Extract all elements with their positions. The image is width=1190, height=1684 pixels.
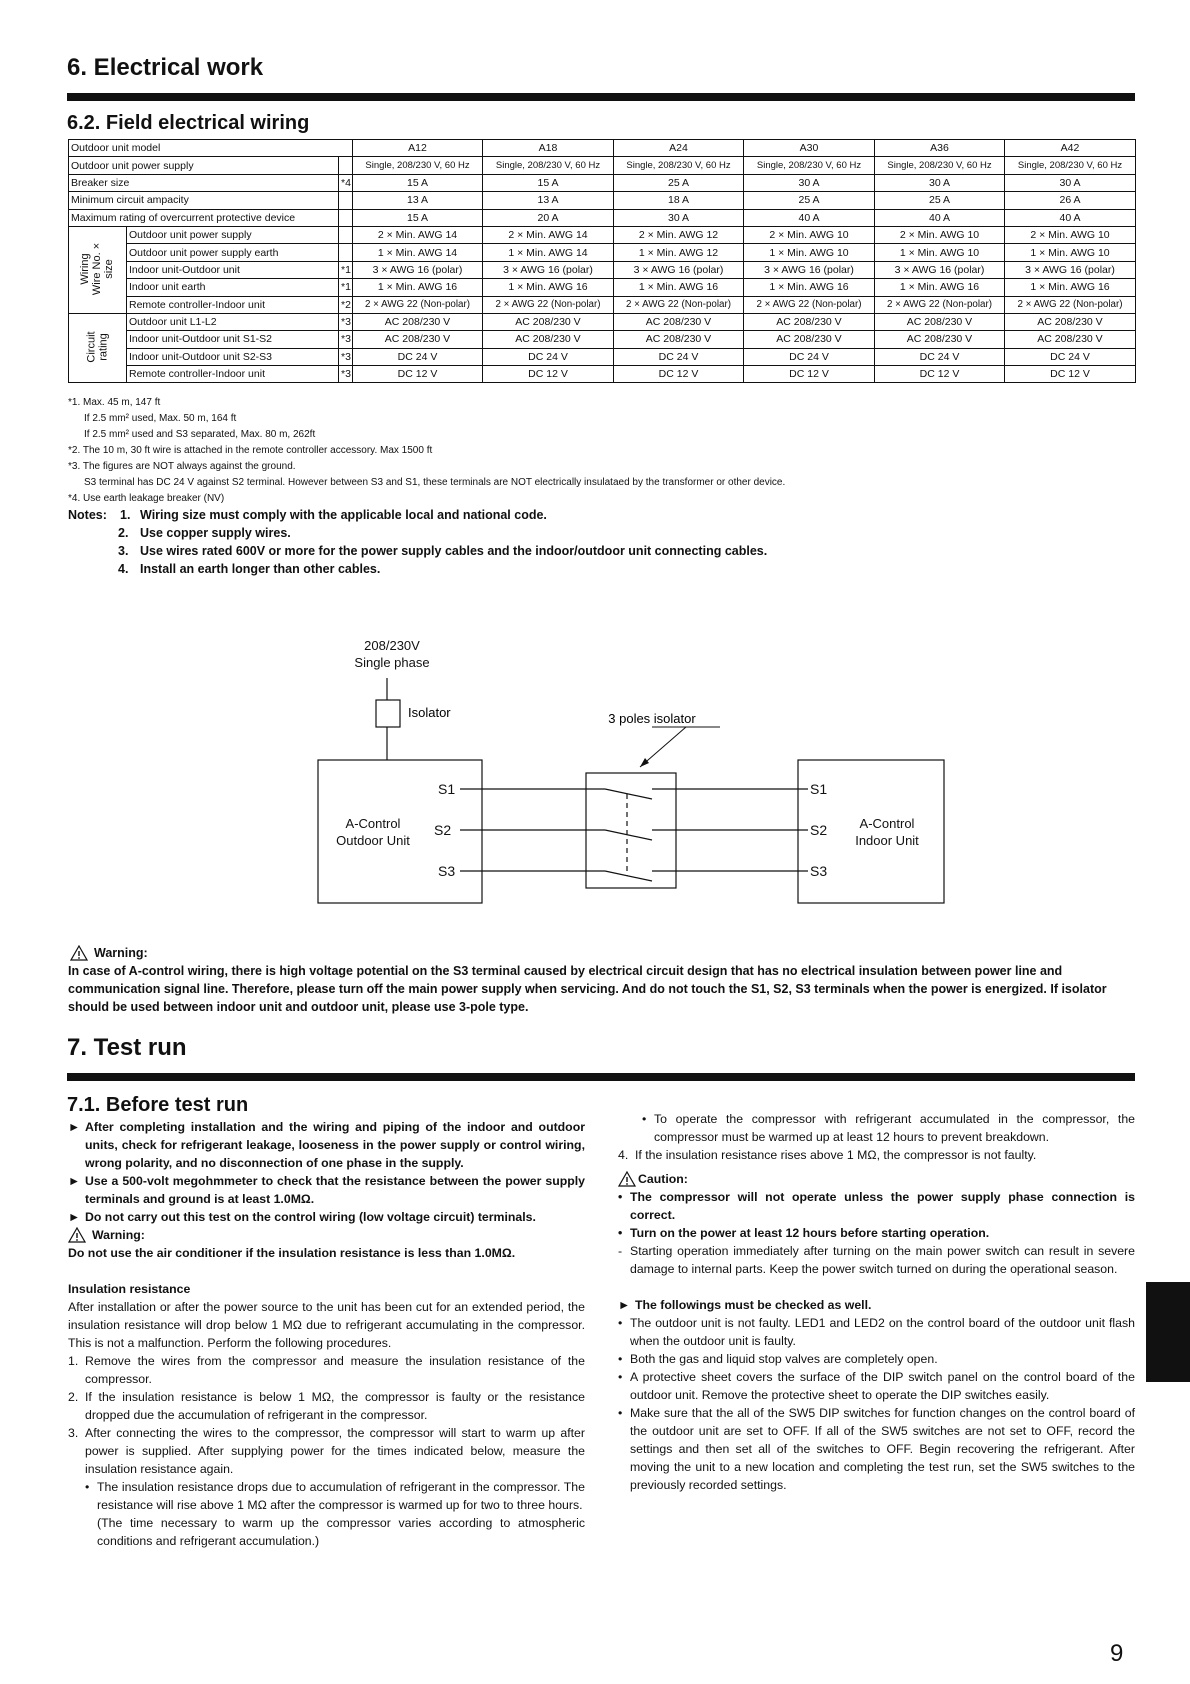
table-cell: 25 A [875,192,1005,209]
caution-item [618,1224,1135,1242]
row-label: Breaker size [69,174,339,191]
table-cell: 30 A [1005,174,1136,191]
arrow-icon: ► [68,1210,81,1224]
warning-title: Warning: [94,946,148,960]
footnote: *2. The 10 m, 30 ft wire is attached in the remote controller accessory. Max 1500 ft [68,445,433,456]
table-cell: Single, 208/230 V, 60 Hz [744,157,875,174]
table-cell: 1 × Min. AWG 14 [353,244,483,261]
row-label: Outdoor unit model [69,140,353,157]
table-cell: DC 24 V [353,348,483,365]
table-cell: 13 A [483,192,614,209]
table-row [69,331,1136,348]
check-item [68,1172,585,1208]
warning-icon [68,1227,86,1243]
outdoor-terminal-s2: S2 [434,822,452,838]
step-text: Remove the wires from the compressor and measure the insulation resistance of the compressor. [85,1354,585,1386]
table-row [69,296,1136,313]
arrow-icon: ► [68,1174,81,1188]
model-header: A42 [1005,140,1136,157]
table-row [69,366,1136,383]
table-cell: 2 × AWG 22 (Non-polar) [353,296,483,313]
table-cell: 30 A [875,174,1005,191]
table-row [69,174,1136,191]
table-cell: DC 24 V [614,348,744,365]
warning-text: In case of A-control wiring, there is high voltage potential on the S3 terminal caused by electrical circuit design that has no electrical insulation between power line and communication signal line. Therefore, please turn off the main power supply when servicing. And do not touch the S1, S2, S3 terminals when the power is energized. If isolator should be used between indoor unit and outdoor unit, please use 3-pole type. [68,964,1107,1014]
wiring-diagram [300,630,960,915]
outdoor-unit-box [318,760,482,903]
row-label: Indoor unit-Outdoor unit [127,261,339,278]
note-text: Wiring size must comply with the applicable local and national code. [140,508,547,522]
step-item [618,1146,1135,1164]
arrow-icon: ► [68,1120,81,1134]
section-6-title: 6. Electrical work [67,54,264,81]
indoor-terminal-s1: S1 [810,781,828,797]
table-cell: AC 208/230 V [875,331,1005,348]
row-mark [339,226,353,243]
check-item [618,1314,1135,1350]
check-text: Make sure that the all of the SW5 DIP switches for function changes on the control board of the outdoor unit are set to OFF. If all of the SW5 switches are not set to OFF, record the settings and then set all of the switches to OFF. Begin recovering the refrigerant. After moving the unit to a new location and completing the test run, set the SW5 switches to the previously recorded settings. [630,1406,1135,1492]
caution-item [618,1188,1135,1224]
table-cell: 3 × AWG 16 (polar) [483,261,614,278]
row-mark [339,244,353,261]
step-text: If the insulation resistance rises above 1 MΩ, the compressor is not faulty. [635,1148,1037,1162]
check-item [618,1350,1135,1368]
table-cell: DC 12 V [483,366,614,383]
bullet-icon: • [618,1370,623,1384]
table-cell: 1 × Min. AWG 10 [744,244,875,261]
row-mark: *3 [339,366,353,383]
bullet-icon: • [618,1226,623,1240]
row-label: Outdoor unit power supply [69,157,339,174]
row-mark [339,157,353,174]
table-cell: AC 208/230 V [614,331,744,348]
outdoor-unit-label: Outdoor Unit [336,833,410,848]
section-7-title: 7. Test run [67,1034,187,1061]
note-number: 2. [118,526,129,540]
table-cell: 3 × AWG 16 (polar) [614,261,744,278]
note-text: Use copper supply wires. [140,526,291,540]
step-item [68,1424,585,1478]
row-mark [339,192,353,209]
left-column [68,1118,585,1550]
outdoor-terminal-s3: S3 [438,863,456,879]
check-text: The outdoor unit is not faulty. LED1 and LED2 on the control board of the outdoor unit flash when the outdoor unit is faulty. [630,1316,1135,1348]
step-item [68,1388,585,1424]
table-cell: 25 A [744,192,875,209]
insulation-text: After installation or after the power source to the unit has been cut for an extended period, the insulation resistance will drop below 1 MΩ due to refrigerant accumulating in the compressor. This is not a malfunction. Perform the following procedures. [68,1300,585,1350]
caution-icon [618,1171,636,1187]
table-cell: 25 A [614,174,744,191]
row-label: Remote controller-Indoor unit [127,366,339,383]
table-cell: 2 × Min. AWG 10 [1005,226,1136,243]
table-cell: 1 × Min. AWG 16 [483,279,614,296]
group-label-line: Wiring [79,253,92,285]
footnote: *4. Use earth leakage breaker (NV) [68,493,225,504]
table-row [69,261,1136,278]
table-cell: AC 208/230 V [1005,313,1136,330]
table-cell: DC 12 V [744,366,875,383]
check-item [618,1368,1135,1404]
arrow-icon: ► [618,1298,631,1312]
table-cell: 40 A [875,209,1005,226]
note-number: 4. [118,562,129,576]
bullet-icon: • [618,1352,623,1366]
check-text: A protective sheet covers the surface of the DIP switch panel on the control board of the outdoor unit. Remove the protective sheet to operate the DIP switches easily. [630,1370,1135,1402]
table-cell: AC 208/230 V [614,313,744,330]
table-cell: Single, 208/230 V, 60 Hz [614,157,744,174]
footnotes [68,395,785,507]
step-item [68,1352,585,1388]
footnote: If 2.5 mm² used, Max. 50 m, 164 ft [84,413,237,424]
table-row [69,279,1136,296]
warning-icon [70,945,88,961]
row-label: Outdoor unit L1-L2 [127,313,339,330]
table-row [69,226,1136,243]
table-cell: Single, 208/230 V, 60 Hz [1005,157,1136,174]
row-mark: *3 [339,348,353,365]
model-header: A12 [353,140,483,157]
step-number: 2. [68,1390,79,1404]
sub-note: (The time necessary to warm up the compressor varies according to atmospheric conditions and refrigerant accumulation.) [97,1516,585,1548]
caution-detail-text: Starting operation immediately after turning on the main power switch can result in severe damage to internal parts. Keep the power switch turned on during the operational season. [630,1244,1135,1276]
step-text: After connecting the wires to the compressor, the compressor will start to warm up after power is supplied. After supplying power for the times indicated below, measure the insulation resistance again. [85,1426,585,1476]
table-cell: 3 × AWG 16 (polar) [744,261,875,278]
model-header: A36 [875,140,1005,157]
footnote: S3 terminal has DC 24 V against S2 terminal. However between S3 and S1, these terminals are NOT electrically insulataed by the transformer or other device. [84,477,786,488]
note-number: 3. [118,544,129,558]
table-cell: 2 × AWG 22 (Non-polar) [875,296,1005,313]
table-row [69,140,1136,157]
table-cell: 1 × Min. AWG 10 [1005,244,1136,261]
footnote: *1. Max. 45 m, 147 ft [68,397,161,408]
table-cell: 2 × AWG 22 (Non-polar) [744,296,875,313]
table-row [69,244,1136,261]
check-title [618,1296,1135,1314]
switch-blade-s3 [605,871,652,881]
row-mark: *4 [339,174,353,191]
indoor-unit-label: A-Control [859,816,915,831]
table-cell: 13 A [353,192,483,209]
warning-title: Warning: [92,1228,145,1242]
check-item [618,1404,1135,1494]
notes-label: Notes: [68,508,107,522]
indoor-terminal-s2: S2 [810,822,828,838]
group-label-line: Wire No. × [91,242,104,296]
caution-detail [618,1242,1135,1278]
table-cell: 3 × AWG 16 (polar) [353,261,483,278]
table-row [69,313,1136,330]
check-text: Do not carry out this test on the control wiring (low voltage circuit) terminals. [85,1210,536,1224]
caution-text: The compressor will not operate unless the power supply phase connection is correct. [630,1190,1135,1222]
bullet-icon: • [642,1112,647,1126]
row-mark: *1 [339,261,353,278]
table-cell: DC 24 V [1005,348,1136,365]
table-cell: 15 A [353,209,483,226]
warning-block [68,944,1135,1016]
switch-blade-s2 [605,830,652,840]
model-header: A30 [744,140,875,157]
bullet-icon: • [618,1406,623,1420]
table-cell: 1 × Min. AWG 16 [614,279,744,296]
table-cell: 30 A [614,209,744,226]
table-cell: AC 208/230 V [353,313,483,330]
table-cell: DC 12 V [353,366,483,383]
table-cell: DC 12 V [1005,366,1136,383]
table-row [69,348,1136,365]
table-cell: DC 12 V [875,366,1005,383]
row-label: Minimum circuit ampacity [69,192,339,209]
isolator-label: Isolator [408,705,451,720]
circuit-group-label [69,313,127,383]
check-item [68,1118,585,1172]
section-rule [67,1073,1135,1081]
table-cell: DC 24 V [744,348,875,365]
table-cell: 1 × Min. AWG 16 [1005,279,1136,296]
wiring-group-label [69,226,127,313]
table-cell: 1 × Min. AWG 10 [875,244,1005,261]
supply-voltage-label: 208/230V [364,638,420,653]
table-cell: 2 × AWG 22 (Non-polar) [483,296,614,313]
table-cell: 2 × AWG 22 (Non-polar) [1005,296,1136,313]
table-cell: DC 24 V [875,348,1005,365]
indoor-unit-label: Indoor Unit [855,833,919,848]
table-cell: 26 A [1005,192,1136,209]
table-cell: 20 A [483,209,614,226]
row-label: Outdoor unit power supply earth [127,244,339,261]
table-cell: 3 × AWG 16 (polar) [1005,261,1136,278]
notes [68,506,767,578]
bullet-icon: • [85,1480,90,1494]
sub-bullet [68,1478,585,1514]
row-mark: *1 [339,279,353,296]
supply-phase-label: Single phase [354,655,430,670]
check-title-text: The followings must be checked as well. [635,1298,872,1312]
table-cell: 2 × Min. AWG 10 [744,226,875,243]
group-label-line: size [103,259,116,279]
step-number: 4. [618,1148,629,1162]
check-text: Both the gas and liquid stop valves are completely open. [630,1352,938,1366]
warning-text: Do not use the air conditioner if the insulation resistance is less than 1.0MΩ. [68,1246,516,1260]
row-label: Indoor unit earth [127,279,339,296]
row-mark [339,209,353,226]
table-cell: AC 208/230 V [744,313,875,330]
model-header: A18 [483,140,614,157]
check-text: Use a 500-volt megohmmeter to check that the resistance between the power supply terminals and ground is at least 1.0MΩ. [85,1174,585,1206]
table-cell: Single, 208/230 V, 60 Hz [483,157,614,174]
step-number: 3. [68,1426,79,1440]
isolator-symbol [376,700,400,727]
table-cell: AC 208/230 V [744,331,875,348]
table-cell: 1 × Min. AWG 16 [875,279,1005,296]
step-text: If the insulation resistance is below 1 MΩ, the compressor is faulty or the resistance dropped due the accumulation of refrigerant in the compressor. [85,1390,585,1422]
group-label-line: rating [97,333,110,361]
bullet-icon: • [618,1316,623,1330]
footnote: *3. The figures are NOT always against the ground. [68,461,296,472]
row-label: Maximum rating of overcurrent protective device [69,209,339,226]
check-item [68,1208,585,1226]
table-cell: 2 × Min. AWG 14 [483,226,614,243]
bullet-icon: • [618,1190,623,1204]
table-cell: AC 208/230 V [1005,331,1136,348]
table-cell: 18 A [614,192,744,209]
check-text: After completing installation and the wiring and piping of the indoor and outdoor units, check for refrigerant leakage, looseness in the power supply or control wiring, wrong polarity, and no disconnection of one phase in the supply. [85,1120,585,1170]
section-6-2-title: 6.2. Field electrical wiring [67,112,310,134]
row-mark: *3 [339,313,353,330]
note-text: Install an earth longer than other cables. [140,562,381,576]
note-number: 1. [120,508,131,522]
table-cell: 2 × Min. AWG 14 [353,226,483,243]
table-cell: 1 × Min. AWG 12 [614,244,744,261]
outdoor-terminal-s1: S1 [438,781,456,797]
field-wiring-table [68,139,1136,383]
indoor-terminal-s3: S3 [810,863,828,879]
step-number: 1. [68,1354,79,1368]
table-cell: 1 × Min. AWG 16 [353,279,483,296]
table-cell: AC 208/230 V [875,313,1005,330]
row-mark: *3 [339,331,353,348]
table-cell: 40 A [1005,209,1136,226]
section-tab-marker [1146,1282,1190,1382]
dash-icon: - [618,1244,623,1258]
model-header: A24 [614,140,744,157]
table-cell: 30 A [744,174,875,191]
table-cell: 1 × Min. AWG 16 [744,279,875,296]
table-row [69,209,1136,226]
leader-arrow [640,758,649,767]
table-cell: 15 A [353,174,483,191]
row-label: Indoor unit-Outdoor unit S2-S3 [127,348,339,365]
sub-bullet-text: To operate the compressor with refrigerant accumulated in the compressor, the compressor must be warmed up at least 12 hours to prevent breakdown. [654,1112,1135,1144]
table-cell: 2 × Min. AWG 10 [875,226,1005,243]
sub-bullet [618,1110,1135,1146]
table-cell: AC 208/230 V [353,331,483,348]
table-row [69,192,1136,209]
switch-blade-s1 [605,789,652,799]
footnote: If 2.5 mm² used and S3 separated, Max. 80 m, 262ft [84,429,316,440]
sub-bullet-text: The insulation resistance drops due to accumulation of refrigerant in the compressor. The resistance will rise above 1 MΩ after the compressor is warmed up for two to three hours. [97,1480,585,1512]
table-cell: Single, 208/230 V, 60 Hz [353,157,483,174]
table-row [69,157,1136,174]
insulation-title: Insulation resistance [68,1282,191,1296]
table-cell: 15 A [483,174,614,191]
table-cell: 2 × Min. AWG 12 [614,226,744,243]
table-cell: AC 208/230 V [483,331,614,348]
row-mark: *2 [339,296,353,313]
table-cell: AC 208/230 V [483,313,614,330]
right-column [618,1110,1135,1494]
page-number: 9 [1110,1640,1124,1667]
row-label: Remote controller-Indoor unit [127,296,339,313]
row-label: Outdoor unit power supply [127,226,339,243]
table-cell: DC 12 V [614,366,744,383]
caution-text: Turn on the power at least 12 hours before starting operation. [630,1226,990,1240]
table-cell: DC 24 V [483,348,614,365]
table-cell: 2 × AWG 22 (Non-polar) [614,296,744,313]
outdoor-unit-label: A-Control [345,816,401,831]
row-label: Indoor unit-Outdoor unit S1-S2 [127,331,339,348]
table-cell: 40 A [744,209,875,226]
table-cell: 3 × AWG 16 (polar) [875,261,1005,278]
group-label-line: Circuit [85,331,98,363]
table-cell: 1 × Min. AWG 14 [483,244,614,261]
caution-title: Caution: [638,1172,688,1186]
three-pole-isolator-label: 3 poles isolator [608,711,696,726]
section-rule [67,93,1135,101]
section-7-1-title: 7.1. Before test run [67,1094,249,1116]
note-text: Use wires rated 600V or more for the power supply cables and the indoor/outdoor unit connecting cables. [140,544,768,558]
table-cell: Single, 208/230 V, 60 Hz [875,157,1005,174]
